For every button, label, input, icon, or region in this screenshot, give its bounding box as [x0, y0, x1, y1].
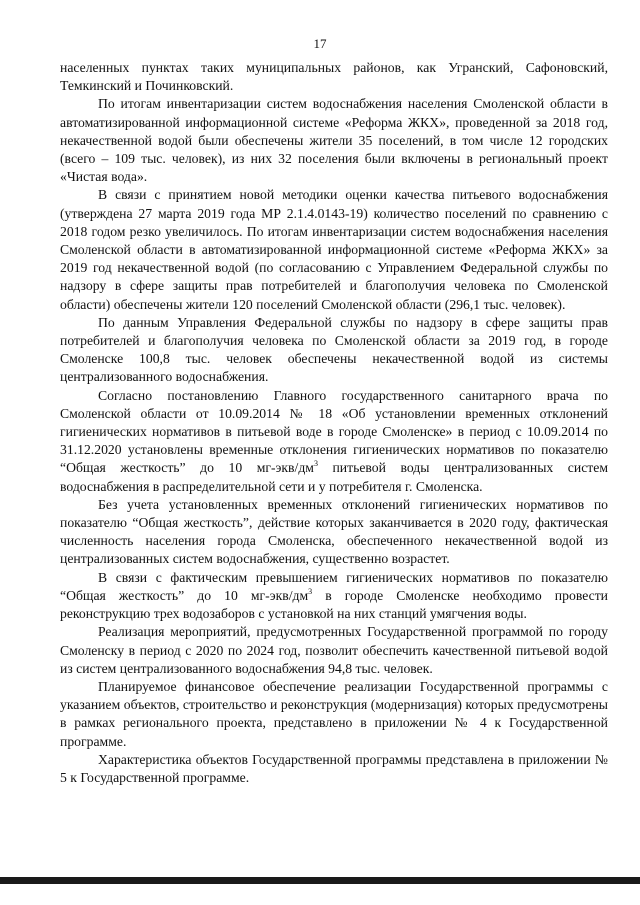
paragraph-7 [60, 569, 608, 624]
paragraph-5-text-before: Согласно постановлению Главного государственного санитарного врача по Смоленской области от 10.09.2014 № 18 «Об установлении временных отклонений гигиенических нормативов в питьевой воде в городе Смоленске» в период с 10.09.2014 по 31.12.2020 установлены временные отклонения гигиенических нормативов по показателю “Общая жесткость” до 10 мг-экв/дм [60, 387, 608, 476]
paragraph-1: населенных пунктах таких муниципальных районов, как Угранский, Сафоновский, Темкинский и Починковский. [60, 60, 608, 94]
paragraph-9: Планируемое финансовое обеспечение реализации Государственной программы с указанием объектов, строительство и реконструкция (модернизация) которых предусмотрены в рамках регионального проекта, представлено в приложении № 4 к Государственной программе. [60, 678, 608, 749]
page-number: 17 [313, 36, 327, 51]
paragraph-7-text-before: В связи с фактическим превышением гигиенических нормативов по показателю “Общая жесткость” до 10 мг-экв/дм [60, 569, 608, 603]
paragraph-10: Характеристика объектов Государственной программы представлена в приложении № 5 к Государственной программе. [60, 751, 608, 785]
paragraph-6: Без учета установленных временных отклонений гигиенических нормативов по показателю “Общая жесткость”, действие которых заканчивается в 2020 году, фактическая численность населения города Смоленска, обеспеченного некачественной водой из централизованных систем водоснабжения, существенно возрастет. [60, 496, 608, 567]
paragraph-4: По данным Управления Федеральной службы по надзору в сфере защиты прав потребителей и благополучия человека по Смоленской области за 2019 год, в городе Смоленске 100,8 тыс. человек обеспечены некачественной водой из системы централизованного водоснабжения. [60, 314, 608, 385]
superscript-cube: 3 [313, 459, 318, 469]
paragraph-3: В связи с принятием новой методики оценки качества питьевого водоснабжения (утверждена 27 марта 2019 года МР 2.1.4.0143-19) количество поселений по сравнению с 2018 годом резко увеличилось. По итогам инвентаризации систем водоснабжения населения Смоленской области в автоматизированной информационной системе «Реформа ЖКХ» за 2019 год некачественной водой (по согласованию с Управлением Федеральной службы по надзору в сфере защиты прав потребителей и благополучия человека по Смоленской области) обеспечены жители 120 поселений Смоленской области (296,1 тыс. человек). [60, 187, 608, 312]
paragraph-2: По итогам инвентаризации систем водоснабжения населения Смоленской области в автоматизированной информационной системе «Реформа ЖКХ», проведенной за 2018 год, некачественной водой были обеспечены жители 35 поселений, в том числе 12 городских (всего – 109 тыс. человек), из них 32 поселения были включены в региональный проект «Чистая вода». [60, 96, 608, 185]
paragraph-8: Реализация мероприятий, предусмотренных Государственной программой по городу Смоленску в период с 2020 по 2024 год, позволит обеспечить качественной питьевой водой из систем централизованного водоснабжения 94,8 тыс. человек. [60, 624, 608, 676]
document-body [60, 59, 608, 787]
paragraph-5 [60, 387, 608, 496]
bottom-border-bar [0, 877, 640, 884]
paragraph-5-text-after: питьевой воды централизованных систем водоснабжения в распределительной сети и у потребителя г. Смоленска. [60, 460, 608, 494]
paragraph-7-text-after: в городе Смоленске необходимо провести реконструкцию трех водозаборов с установкой на них станций умягчения воды. [60, 587, 609, 622]
superscript-cube: 3 [308, 586, 313, 596]
